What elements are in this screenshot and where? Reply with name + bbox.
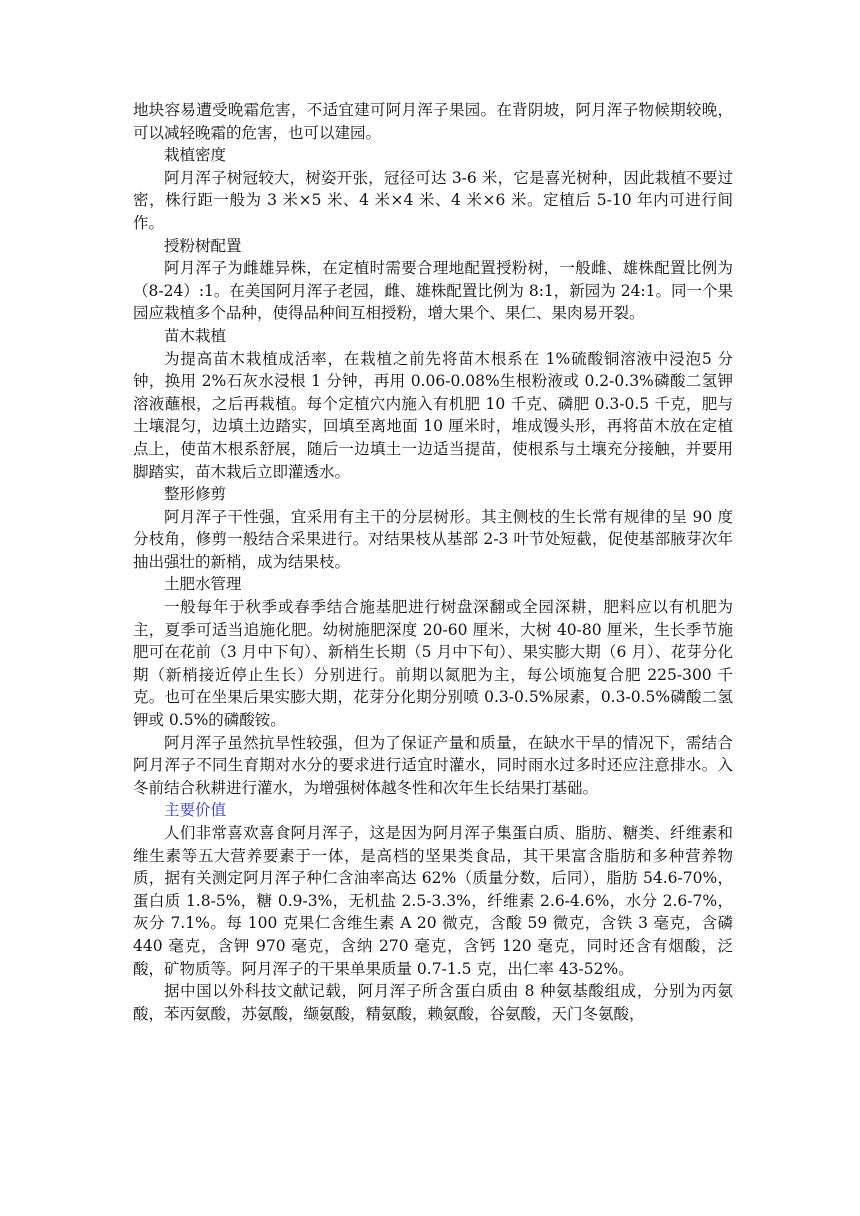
heading-pollinizer-configuration: 授粉树配置: [164, 236, 242, 255]
paragraph-fertilization: 一般每年于秋季或春季结合施基肥进行树盘深翻或全园深耕，肥料应以有机肥为主，夏季可适当追施化肥。幼树施肥深度 20-60 厘米，大树 40-80 厘米，生长季节施肥可在花前（3 月中下旬）、新梢生长期（5 月中下旬）、果实膨大期（6 月）、花芽分化期（新梢接近停止生长）分别进行。前期以氮肥为主，每公顷施复合肥 225-300 千克。也可在坐果后果实膨大期，花芽分化期分别喷 0.3-0.5%尿素，0.3-0.5%磷酸二氢钾或 0.5%的磷酸铵。: [133, 598, 733, 730]
paragraph-seedling-planting: 为提高苗木栽植成活率，在栽植之前先将苗木根系在 1%硫酸铜溶液中浸泡5 分钟，换用 2%石灰水浸根 1 分钟，再用 0.06-0.08%生根粉液或 0.2-0.3%磷酸二氢钾溶液蘸根，之后再栽植。每个定植穴内施入有机肥 10 千克、磷肥 0.3-0.5 千克，肥与土壤混匀，边填土边踏实，回填至离地面 10 厘米时，堆成馒头形，再将苗木放在定植点上，使苗木根系舒展，随后一边填土一边适当提苗，使根系与土壤充分接触，并要用脚踏实，苗木栽后立即灌透水。: [133, 349, 733, 481]
heading-seedling-planting: 苗木栽植: [164, 326, 227, 345]
heading-planting-density: 栽植密度: [164, 146, 227, 165]
paragraph-pollinizer-configuration: 阿月浑子为雌雄异株，在定植时需要合理地配置授粉树，一般雌、雄株配置比例为（8-24）:1。在美国阿月浑子老园，雌、雄株配置比例为 8:1，新园为 24:1。同一个果园应栽植多个品种，使得品种间互相授粉，增大果个、果仁、果肉易开裂。: [133, 259, 734, 323]
paragraph-planting-density: 阿月浑子树冠较大，树姿开张，冠径可达 3-6 米，它是喜光树种，因此栽植不要过密，株行距一般为 3 米×5 米、4 米×4 米、4 米×6 米。定植后 5-10 年内可进行间作。: [133, 168, 733, 232]
paragraph-nutrition: 人们非常喜欢喜食阿月浑子，这是因为阿月浑子集蛋白质、脂肪、糖类、纤维素和维生素等五大营养要素于一体，是高档的坚果类食品，其干果富含脂肪和多种营养物质，据有关测定阿月浑子种仁含油率高达 62%（质量分数，后同），脂肪 54.6-70%，蛋白质 1.8-5%，糖 0.9-3%，无机盐 2.5-3.3%，纤维素 2.6-4.6%，水分 2.6-7%，灰分 7.1%。每 100 克果仁含维生素 A 20 微克，含酸 59 微克，含铁 3 毫克，含磷 440 毫克，含钾 970 毫克，含纳 270 毫克，含钙 120 毫克，同时还含有烟酸，泛酸，矿物质等。阿月浑子的干果单果质量 0.7-1.5 克，出仁率 43-52%。: [133, 824, 733, 978]
heading-main-value-link[interactable]: 主要价值: [164, 801, 227, 820]
heading-soil-fertilizer-water: 土肥水管理: [164, 575, 242, 594]
paragraph-amino-acids: 据中国以外科技文献记载，阿月浑子所含蛋白质由 8 种氨基酸组成，分别为丙氨酸，苯丙氨酸，苏氨酸，缬氨酸，精氨酸，赖氨酸，谷氨酸，天门冬氨酸，: [133, 982, 733, 1023]
paragraph-pruning: 阿月浑子干性强，宜采用有主干的分层树形。其主侧枝的生长常有规律的呈 90 度分枝角，修剪一般结合采果进行。对结果枝从基部 2-3 叶节处短截，促使基部腋芽次年抽出强壮的新梢，成为结果枝。: [133, 507, 733, 571]
paragraph-late-frost: 地块容易遭受晚霜危害，不适宜建可阿月浑子果园。在背阴坡，阿月浑子物候期较晚，可以减轻晚霜的危害，也可以建园。: [133, 101, 733, 142]
document-page: [133, 99, 733, 1025]
paragraph-irrigation: 阿月浑子虽然抗旱性较强，但为了保证产量和质量，在缺水干旱的情况下，需结合阿月浑子不同生育期对水分的要求进行适宜时灌水，同时雨水过多时还应注意排水。入冬前结合秋耕进行灌水，为增强树体越冬性和次年生长结果打基础。: [133, 733, 733, 797]
heading-pruning: 整形修剪: [164, 485, 227, 504]
